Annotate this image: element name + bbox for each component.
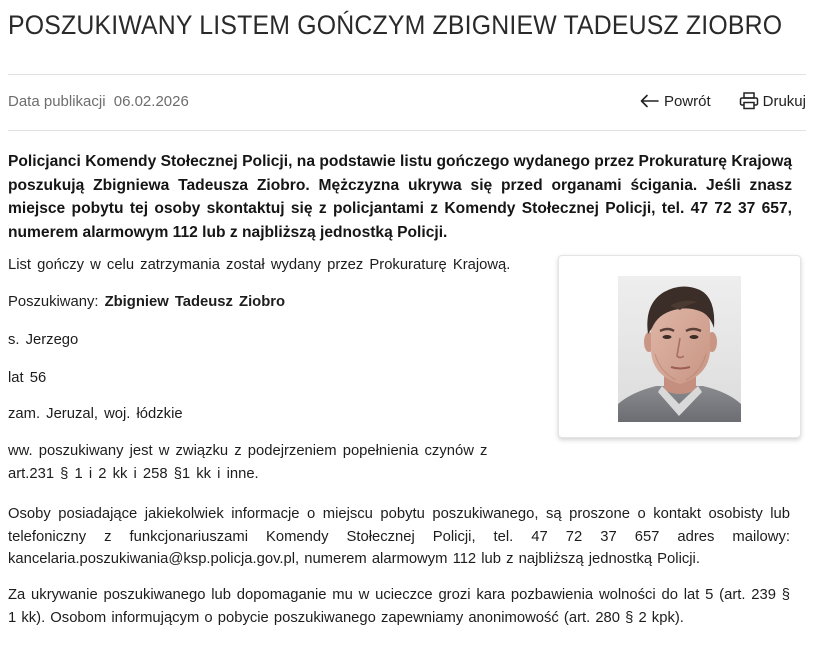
printer-icon xyxy=(739,92,759,110)
suspect-photo[interactable] xyxy=(618,276,741,422)
charges-line-1: ww. poszukiwany jest w związku z podejrzeniem popełnienia czynów z xyxy=(8,443,488,459)
wanted-label: Poszukiwany: xyxy=(8,294,99,310)
publication-date xyxy=(8,93,189,110)
photo-card xyxy=(558,255,801,438)
age: lat 56 xyxy=(8,370,47,386)
divider-top xyxy=(8,74,806,75)
print-label: Drukuj xyxy=(762,92,806,110)
date-label: Data publikacji xyxy=(8,93,106,110)
date-value: 06.02.2026 xyxy=(113,93,189,110)
print-button[interactable] xyxy=(739,92,806,110)
wanted-line xyxy=(8,294,285,310)
residence: zam. Jeruzal, woj. łódzkie xyxy=(8,406,183,422)
contact-paragraph: Osoby posiadające jakiekolwiek informacje o miejscu pobytu poszukiwanego, są proszone o kontakt osobisty lub telefoniczny z funkcjonariuszami Komendy Stołecznej Policji, tel. 47 72 37 657 adres mailowy: kancelaria.poszukiwania@ksp.policja.gov.pl, numerem alarmowym 112 lub z najbliższą jednostką Policji. xyxy=(8,506,790,567)
warrant-text: List gończy w celu zatrzymania został wydany przez Prokuraturę Krajową. xyxy=(8,257,511,273)
article-actions xyxy=(640,92,806,110)
back-button[interactable] xyxy=(640,93,711,110)
divider-bottom xyxy=(8,130,806,131)
lead-paragraph: Policjanci Komendy Stołecznej Policji, na podstawie listu gończego wydanego przez Prokuraturę Krajową poszukują Zbigniewa Tadeusza Ziobro. Mężczyzna ukrywa się przed organami ścigania. Jeśli znasz miejsce pobytu tej osoby skontaktuj się z policjantami z Komendy Stołecznej Policji, tel. 47 72 37 657, numerem alarmowym 112 lub z najbliższą jednostką Policji. xyxy=(8,153,792,241)
penalty-paragraph: Za ukrywanie poszukiwanego lub dopomaganie mu w ucieczce grozi kara pozbawienia wolności do lat 5 (art. 239 § 1 kk). Osobom informującym o pobycie poszukiwanego zapewniamy anonimowość (art. 280 § 2 kpk). xyxy=(8,587,790,626)
back-label: Powrót xyxy=(663,92,711,110)
arrow-left-icon xyxy=(640,94,660,108)
father-name: s. Jerzego xyxy=(8,332,79,348)
charges-line-2: art.231 § 1 i 2 kk i 258 §1 kk i inne. xyxy=(8,466,259,482)
page-title: POSZUKIWANY LISTEM GOŃCZYM ZBIGNIEW TADEUSZ ZIOBRO xyxy=(8,10,783,40)
wanted-name: Zbigniew Tadeusz Ziobro xyxy=(104,294,286,310)
